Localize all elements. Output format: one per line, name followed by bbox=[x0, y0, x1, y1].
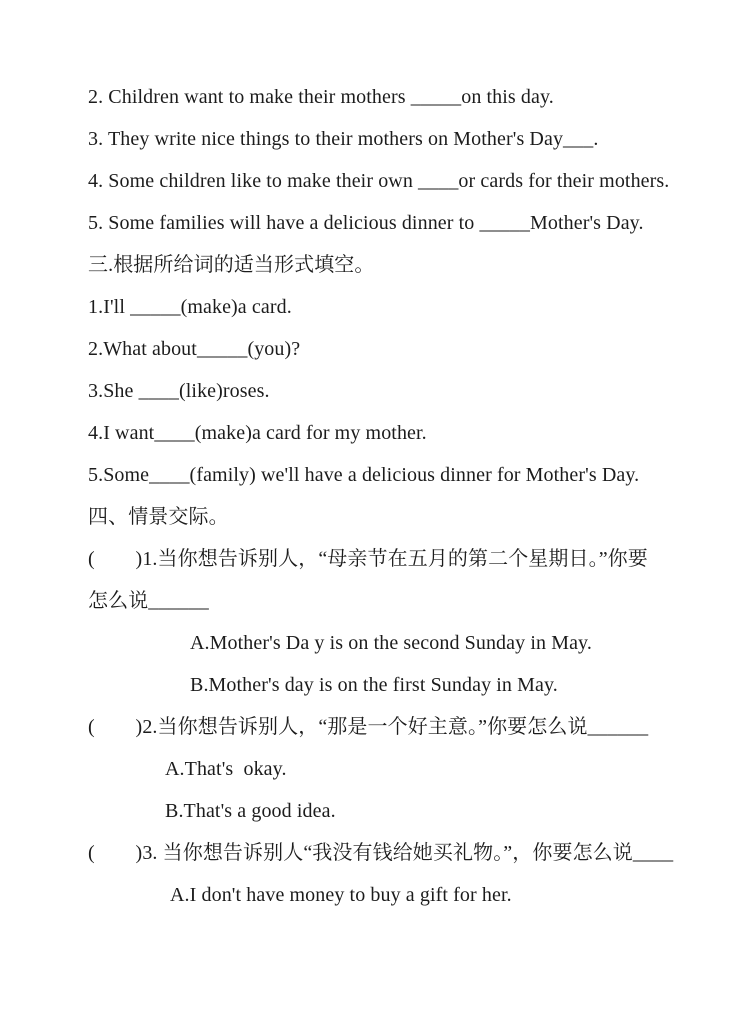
section4-q1-option-a: A.Mother's Da y is on the second Sunday in May. bbox=[190, 632, 592, 654]
section4-q2-option-b: B.That's a good idea. bbox=[165, 800, 336, 822]
section3-heading: 三.根据所给词的适当形式填空。 bbox=[88, 254, 375, 276]
section3-item-2: 2.What about_____(you)? bbox=[88, 338, 301, 360]
section2-item-4: 4. Some children like to make their own ____or cards for their mothers. bbox=[88, 170, 670, 192]
section4-heading: 四、情景交际。 bbox=[88, 506, 229, 528]
section4-q1-line2: 怎么说______ bbox=[88, 590, 209, 612]
section3-item-5: 5.Some____(family) we'll have a delicious dinner for Mother's Day. bbox=[88, 464, 640, 486]
section4-q3-line1: ( )3. 当你想告诉别人“我没有钱给她买礼物。”，你要怎么说____ bbox=[88, 842, 674, 864]
worksheet-content bbox=[88, 76, 708, 916]
section3-item-1: 1.I'll _____(make)a card. bbox=[88, 296, 292, 318]
section4-q1-option-b: B.Mother's day is on the first Sunday in May. bbox=[190, 674, 558, 696]
section2-item-5: 5. Some families will have a delicious dinner to _____Mother's Day. bbox=[88, 212, 644, 234]
section2-item-3: 3. They write nice things to their mothers on Mother's Day___. bbox=[88, 128, 599, 150]
section4-q3-option-a: A.I don't have money to buy a gift for her. bbox=[170, 884, 512, 906]
section3-item-4: 4.I want____(make)a card for my mother. bbox=[88, 422, 427, 444]
section4-q2-line1: ( )2.当你想告诉别人，“那是一个好主意。”你要怎么说______ bbox=[88, 716, 649, 738]
section4-q1-line1: ( )1.当你想告诉别人，“母亲节在五月的第二个星期日。”你要 bbox=[88, 548, 648, 570]
section4-q2-option-a: A.That's okay. bbox=[165, 758, 287, 780]
section2-item-2: 2. Children want to make their mothers _____on this day. bbox=[88, 86, 554, 108]
section3-item-3: 3.She ____(like)roses. bbox=[88, 380, 270, 402]
